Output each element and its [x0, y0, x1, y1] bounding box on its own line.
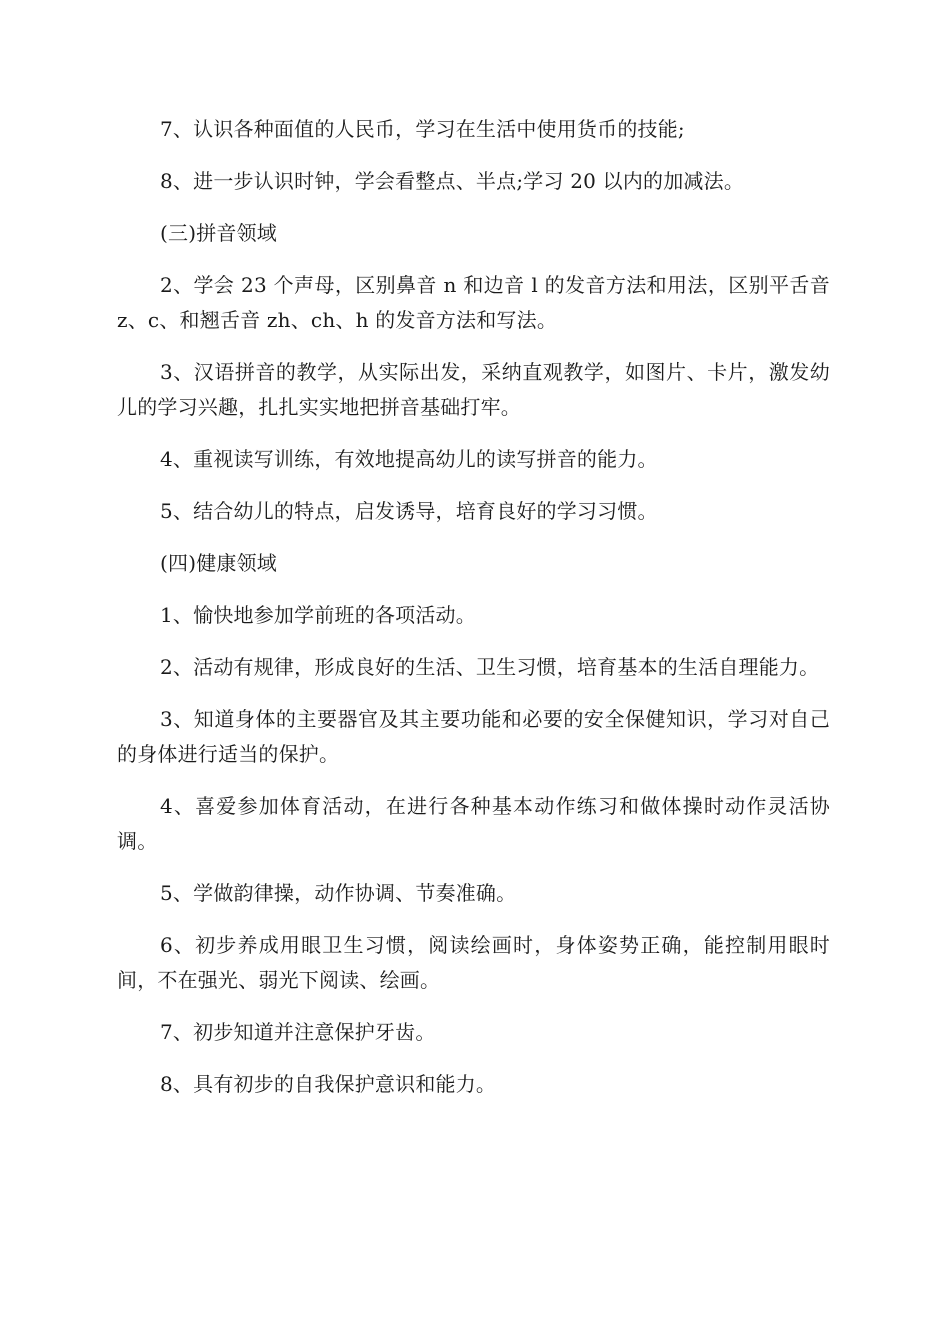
paragraph-routine: 2、活动有规律，形成良好的生活、卫生习惯，培育基本的生活自理能力。: [160, 655, 820, 679]
paragraph-eyes: 6、初步养成用眼卫生习惯，阅读绘画时，身体姿势正确，能控制用眼时间，不在强光、弱光下阅读、绘画。: [117, 933, 830, 992]
paragraph-clock: 8、进一步认识时钟，学会看整点、半点;学习 20 以内的加减法。: [160, 169, 745, 193]
paragraph-pinyin-teaching: 3、汉语拼音的教学，从实际出发，采纳直观教学，如图片、卡片，激发幼儿的学习兴趣，扎扎实实地把拼音基础打牢。: [117, 360, 830, 419]
paragraph-money: 7、认识各种面值的人民币，学习在生活中使用货币的技能;: [160, 117, 685, 141]
paragraph-initials: 2、学会 23 个声母，区别鼻音 n 和边音 l 的发音方法和用法，区别平舌音 z、c、和翘舌音 zh、ch、h 的发音方法和写法。: [117, 273, 830, 332]
paragraph-body: 3、知道身体的主要器官及其主要功能和必要的安全保健知识，学习对自己的身体进行适当的保护。: [117, 707, 830, 766]
section-heading-pinyin: (三)拼音领域: [160, 221, 278, 245]
paragraph-activities: 1、愉快地参加学前班的各项活动。: [160, 603, 476, 627]
paragraph-sports: 4、喜爱参加体育活动，在进行各种基本动作练习和做体操时动作灵活协调。: [117, 794, 830, 853]
section-heading-health: (四)健康领域: [160, 551, 278, 575]
paragraph-safety: 8、具有初步的自我保护意识和能力。: [160, 1072, 497, 1096]
document-body: [117, 112, 830, 1119]
paragraph-habits: 5、结合幼儿的特点，启发诱导，培育良好的学习习惯。: [160, 499, 658, 523]
paragraph-teeth: 7、初步知道并注意保护牙齿。: [160, 1020, 436, 1044]
paragraph-reading-writing: 4、重视读写训练，有效地提高幼儿的读写拼音的能力。: [160, 447, 658, 471]
paragraph-rhythm: 5、学做韵律操，动作协调、节奏准确。: [160, 881, 517, 905]
